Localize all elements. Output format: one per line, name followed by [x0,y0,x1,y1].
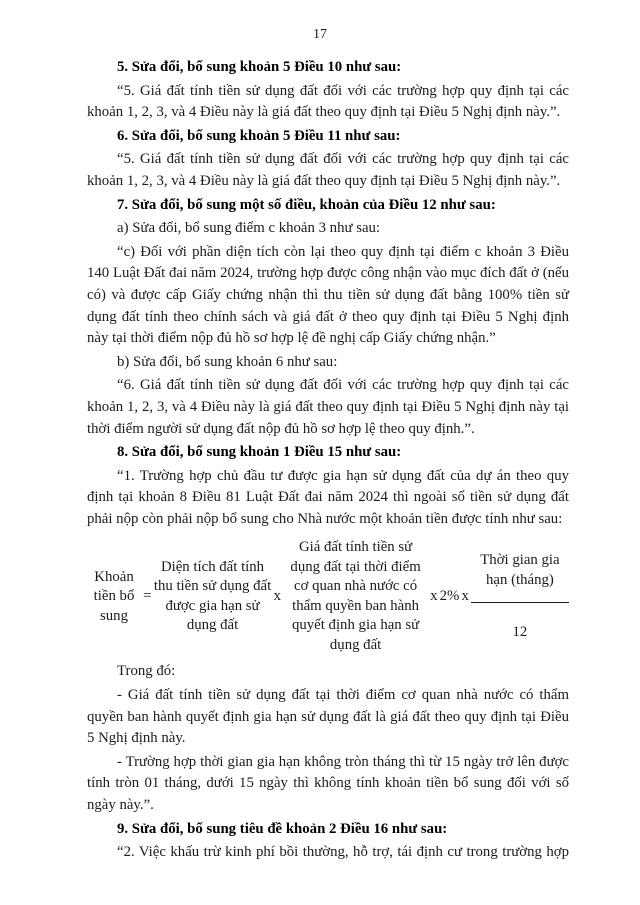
formula-fraction [471,551,569,643]
paragraph-clause-6-content: “6. Giá đất tính tiền sử dụng đất đối với các trường hợp quy định tại các khoản 1, 2, 3, và 4 Điều này là giá đất theo quy định tại Điều 5 Nghị định này tại thời điểm người sử dụng đất nộp đủ hồ sơ hợp lệ theo quy định.”. [87,377,569,437]
formula-result-term: Khoản tiền bổ sung [93,568,135,624]
formula-price-term: Giá đất tính tiền sử dụng đất tại thời điểm cơ quan nhà nước có thẩm quyền ban hành quyết định gia hạn sử dụng đất [290,539,421,653]
paragraph-point-a: a) Sửa đổi, bổ sung điểm c khoản 3 như sau: [117,220,381,237]
paragraph-point-b: b) Sửa đổi, bổ sung khoản 6 như sau: [117,353,338,370]
formula-rate-percent: 2% [439,588,460,605]
section-heading-8: 8. Sửa đổi, bổ sung khoản 1 Điều 15 như sau: [117,444,402,461]
document-content [87,57,569,864]
paragraph-dash-rounding-rule: - Trường hợp thời gian gia hạn không tròn tháng thì từ 15 ngày trở lên được tính tròn 01 tháng, dưới 15 ngày thì không tính khoản tiền bổ sung đối với số ngày này.”. [87,753,569,814]
paragraph-clause-1-article-15: “1. Trường hợp chủ đầu tư được gia hạn sử dụng đất của dự án theo quy định tại khoản 8 Điều 81 Luật Đất đai năm 2024 thì ngoài số tiền sử dụng đất phải nộp còn phải nộp bổ sung cho Nhà nước một khoản tiền được tính như sau: [87,467,569,527]
fraction-numerator: Thời gian gia hạn (tháng) [480,552,560,588]
paragraph-dash-land-price: - Giá đất tính tiền sử dụng đất tại thời điểm cơ quan nhà nước có thẩm quyền ban hành quyết định gia hạn sử dụng đất là giá đất theo quy định tại Điều 5 Nghị định này. [87,687,569,747]
paragraph-point-c-content: “c) Đối với phần diện tích còn lại theo quy định tại điểm c khoản 3 Điều 140 Luật Đất đai năm 2024, trường hợp được công nhận vào mục đích đất ở (nếu có) và được cấp Giấy chứng nhận thì thu tiền sử dụng đất bằng 100% tiền sử dụng đất tính theo chính sách và giá đất ở theo quy định tại Điều 5 Nghị định này tại thời điểm nộp đủ hồ sơ hợp lệ đề nghị cấp Giấy chứng nhận.” [87,243,569,347]
multiply-sign-2: x [430,588,438,605]
paragraph-trong-do: Trong đó: [117,663,176,680]
multiply-sign-3: x [461,588,469,605]
formula-additional-payment [87,538,569,655]
paragraph-clause-5-article-11: “5. Giá đất tính tiền sử dụng đất đối với các trường hợp quy định tại các khoản 1, 2, 3, và 4 Điều này là giá đất theo quy định tại Điều 5 Nghị định này.”. [87,151,569,189]
section-heading-9: 9. Sửa đổi, bổ sung tiêu đề khoản 2 Điều 16 như sau: [117,820,448,837]
paragraph-clause-5-article-10: “5. Giá đất tính tiền sử dụng đất đối với các trường hợp quy định tại các khoản 1, 2, 3, và 4 Điều này là giá đất theo quy định tại Điều 5 Nghị định này.”. [87,82,569,121]
formula-area-term: Diện tích đất tính thu tiền sử dụng đất được gia hạn sử dụng đất [153,558,272,634]
section-heading-6: 6. Sửa đổi, bổ sung khoản 5 Điều 11 như sau: [117,127,401,144]
fraction-denominator: 12 [512,624,528,641]
paragraph-clause-2-article-16: “2. Việc khấu trừ kinh phí bồi thường, hỗ trợ, tái định cư trong trường hợp [117,844,569,861]
section-heading-5: 5. Sửa đổi, bổ sung khoản 5 Điều 10 như sau: [117,59,402,75]
section-heading-7: 7. Sửa đổi, bổ sung một số điều, khoản của Điều 12 như sau: [117,196,496,213]
equals-sign: = [143,588,152,605]
multiply-sign-1: x [273,588,281,605]
page-number: 17 [313,27,327,42]
